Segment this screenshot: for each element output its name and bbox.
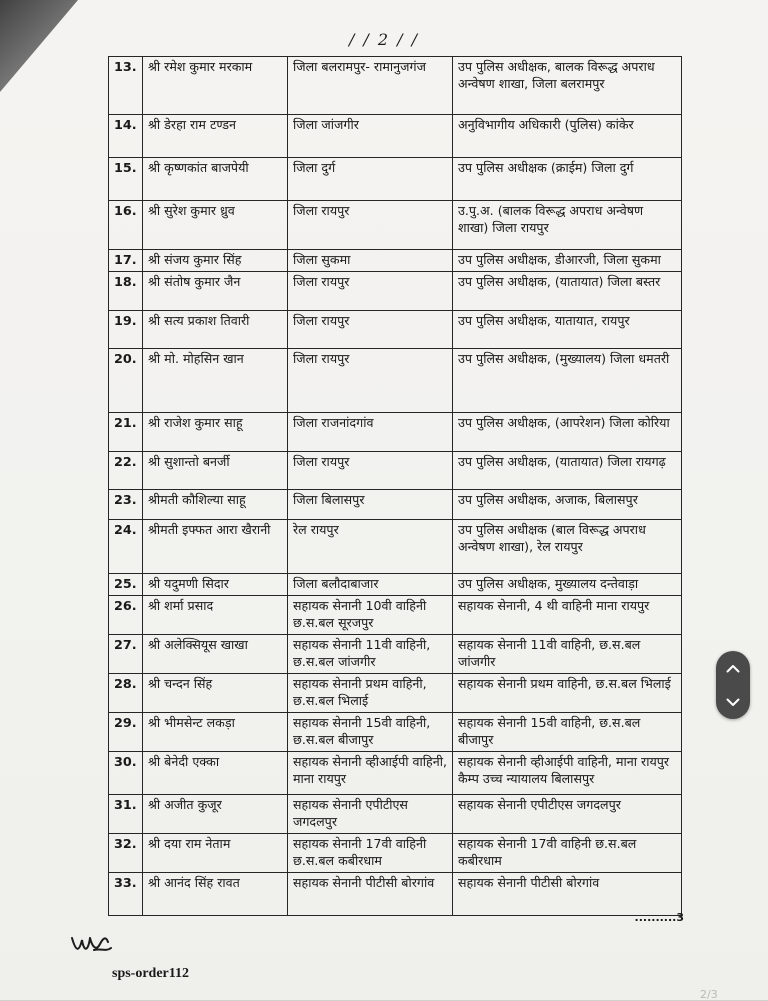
current-posting: जिला दुर्ग <box>288 158 453 201</box>
table-row <box>109 596 682 635</box>
new-posting: सहायक सेनानी, 4 थी वाहिनी माना रायपुर <box>453 596 682 635</box>
new-posting: उप पुलिस अधीक्षक (बाल विरूद्ध अपराध अन्वेषण शाखा), रेल रायपुर <box>453 520 682 574</box>
table-row <box>109 413 682 452</box>
new-posting: सहायक सेनानी 17वी वाहिनी छ.स.बल कबीरधाम <box>453 834 682 873</box>
file-reference: sps-order112 <box>112 966 189 981</box>
signature-initials <box>70 930 112 958</box>
chevron-down-icon <box>726 698 740 707</box>
current-posting: जिला रायपुर <box>288 349 453 413</box>
serial-number: 20. <box>109 349 143 413</box>
transfer-order-table <box>108 56 682 916</box>
officer-name: श्री भीमसेन्ट लकड़ा <box>143 713 288 752</box>
current-posting: जिला रायपुर <box>288 272 453 311</box>
table-row <box>109 452 682 490</box>
officer-name: श्री दया राम नेताम <box>143 834 288 873</box>
current-posting: जिला राजनांदगांव <box>288 413 453 452</box>
current-posting: सहायक सेनानी व्हीआईपी वाहिनी, माना रायपुर <box>288 752 453 795</box>
table-row <box>109 490 682 520</box>
officer-name: श्री आनंद सिंह रावत <box>143 873 288 916</box>
table-row <box>109 311 682 349</box>
new-posting: अनुविभागीय अधिकारी (पुलिस) कांकेर <box>453 115 682 158</box>
serial-number: 23. <box>109 490 143 520</box>
new-posting: सहायक सेनानी प्रथम वाहिनी, छ.स.बल भिलाई <box>453 674 682 713</box>
new-posting: उप पुलिस अधीक्षक, यातायात, रायपुर <box>453 311 682 349</box>
officer-name: श्री सुरेश कुमार ध्रुव <box>143 201 288 250</box>
current-posting: जिला रायपुर <box>288 311 453 349</box>
current-posting: जिला बलरामपुर- रामानुजगंज <box>288 57 453 115</box>
officer-name: श्री मो. मोहसिन खान <box>143 349 288 413</box>
officer-name: श्री राजेश कुमार साहू <box>143 413 288 452</box>
new-posting: उ.पु.अ. (बालक विरूद्ध अपराध अन्वेषण शाखा) जिला रायपुर <box>453 201 682 250</box>
table-row <box>109 752 682 795</box>
serial-number: 26. <box>109 596 143 635</box>
serial-number: 13. <box>109 57 143 115</box>
new-posting: सहायक सेनानी व्हीआईपी वाहिनी, माना रायपुर कैम्प उच्च न्यायालय बिलासपुर <box>453 752 682 795</box>
serial-number: 16. <box>109 201 143 250</box>
serial-number: 28. <box>109 674 143 713</box>
table-row <box>109 873 682 916</box>
serial-number: 33. <box>109 873 143 916</box>
serial-number: 31. <box>109 795 143 834</box>
chevron-up-icon <box>726 664 740 673</box>
new-posting: उप पुलिस अधीक्षक, मुख्यालय दन्तेवाड़ा <box>453 574 682 596</box>
current-posting: सहायक सेनानी प्रथम वाहिनी, छ.स.बल भिलाई <box>288 674 453 713</box>
table-row <box>109 574 682 596</box>
serial-number: 30. <box>109 752 143 795</box>
table-row <box>109 674 682 713</box>
current-posting: सहायक सेनानी पीटीसी बोरगांव <box>288 873 453 916</box>
officer-name: श्रीमती कौशिल्या साहू <box>143 490 288 520</box>
table-row <box>109 795 682 834</box>
serial-number: 21. <box>109 413 143 452</box>
new-posting: सहायक सेनानी एपीटीएस जगदलपुर <box>453 795 682 834</box>
current-posting: जिला बिलासपुर <box>288 490 453 520</box>
serial-number: 27. <box>109 635 143 674</box>
officer-name: श्री रमेश कुमार मरकाम <box>143 57 288 115</box>
page-number: / / 2 / / <box>348 30 420 49</box>
table-row <box>109 520 682 574</box>
current-posting: जिला जांजगीर <box>288 115 453 158</box>
serial-number: 18. <box>109 272 143 311</box>
table-row <box>109 713 682 752</box>
current-posting: जिला रायपुर <box>288 452 453 490</box>
officer-name: श्री सत्य प्रकाश तिवारी <box>143 311 288 349</box>
table-row <box>109 250 682 272</box>
table-row <box>109 115 682 158</box>
serial-number: 15. <box>109 158 143 201</box>
table-row <box>109 158 682 201</box>
serial-number: 29. <box>109 713 143 752</box>
new-posting: उप पुलिस अधीक्षक, बालक विरूद्ध अपराध अन्वेषण शाखा, जिला बलरामपुर <box>453 57 682 115</box>
table-row <box>109 834 682 873</box>
new-posting: सहायक सेनानी 11वी वाहिनी, छ.स.बल जांजगीर <box>453 635 682 674</box>
new-posting: उप पुलिस अधीक्षक, (मुख्यालय) जिला धमतरी <box>453 349 682 413</box>
current-posting: सहायक सेनानी 10वी वाहिनी छ.स.बल सूरजपुर <box>288 596 453 635</box>
officer-name: श्री अजीत कुजूर <box>143 795 288 834</box>
table-row <box>109 201 682 250</box>
current-posting: सहायक सेनानी एपीटीएस जगदलपुर <box>288 795 453 834</box>
serial-number: 32. <box>109 834 143 873</box>
new-posting: उप पुलिस अधीक्षक, डीआरजी, जिला सुकमा <box>453 250 682 272</box>
officer-name: श्री शर्मा प्रसाद <box>143 596 288 635</box>
new-posting: उप पुलिस अधीक्षक, अजाक, बिलासपुर <box>453 490 682 520</box>
officer-name: श्री डेरहा राम टण्डन <box>143 115 288 158</box>
serial-number: 25. <box>109 574 143 596</box>
new-posting: सहायक सेनानी 15वी वाहिनी, छ.स.बल बीजापुर <box>453 713 682 752</box>
new-posting: उप पुलिस अधीक्षक, (यातायात) जिला बस्तर <box>453 272 682 311</box>
current-posting: सहायक सेनानी 11वी वाहिनी, छ.स.बल जांजगीर <box>288 635 453 674</box>
current-posting: जिला सुकमा <box>288 250 453 272</box>
page-scroll-control <box>716 651 750 719</box>
table-row <box>109 272 682 311</box>
new-posting: उप पुलिस अधीक्षक, (आपरेशन) जिला कोरिया <box>453 413 682 452</box>
serial-number: 19. <box>109 311 143 349</box>
current-posting: रेल रायपुर <box>288 520 453 574</box>
scroll-down-button[interactable] <box>716 685 750 719</box>
current-posting: जिला बलौदाबाजार <box>288 574 453 596</box>
current-posting: जिला रायपुर <box>288 201 453 250</box>
table-row <box>109 57 682 115</box>
officer-name: श्री बेनेदी एक्का <box>143 752 288 795</box>
officer-name: श्री संतोष कुमार जैन <box>143 272 288 311</box>
officer-name: श्रीमती इफ्फत आरा खैरानी <box>143 520 288 574</box>
table-body <box>109 57 682 916</box>
officer-name: श्री यदुमणी सिदार <box>143 574 288 596</box>
new-posting: सहायक सेनानी पीटीसी बोरगांव <box>453 873 682 916</box>
new-posting: उप पुलिस अधीक्षक (क्राईम) जिला दुर्ग <box>453 158 682 201</box>
serial-number: 17. <box>109 250 143 272</box>
continuation-marker: ..........3 <box>634 911 684 924</box>
officer-name: श्री अलेक्सियूस खाखा <box>143 635 288 674</box>
table-row <box>109 349 682 413</box>
new-posting: उप पुलिस अधीक्षक, (यातायात) जिला रायगढ़ <box>453 452 682 490</box>
current-posting: सहायक सेनानी 17वी वाहिनी छ.स.बल कबीरधाम <box>288 834 453 873</box>
officer-name: श्री चन्दन सिंह <box>143 674 288 713</box>
serial-number: 14. <box>109 115 143 158</box>
scroll-up-button[interactable] <box>716 651 750 685</box>
officer-name: श्री सुशान्तो बनर्जी <box>143 452 288 490</box>
serial-number: 24. <box>109 520 143 574</box>
table-row <box>109 635 682 674</box>
officer-name: श्री संजय कुमार सिंह <box>143 250 288 272</box>
serial-number: 22. <box>109 452 143 490</box>
officer-name: श्री कृष्णकांत बाजपेयी <box>143 158 288 201</box>
current-posting: सहायक सेनानी 15वी वाहिनी, छ.स.बल बीजापुर <box>288 713 453 752</box>
page-indicator: 2/3 <box>700 988 718 1001</box>
